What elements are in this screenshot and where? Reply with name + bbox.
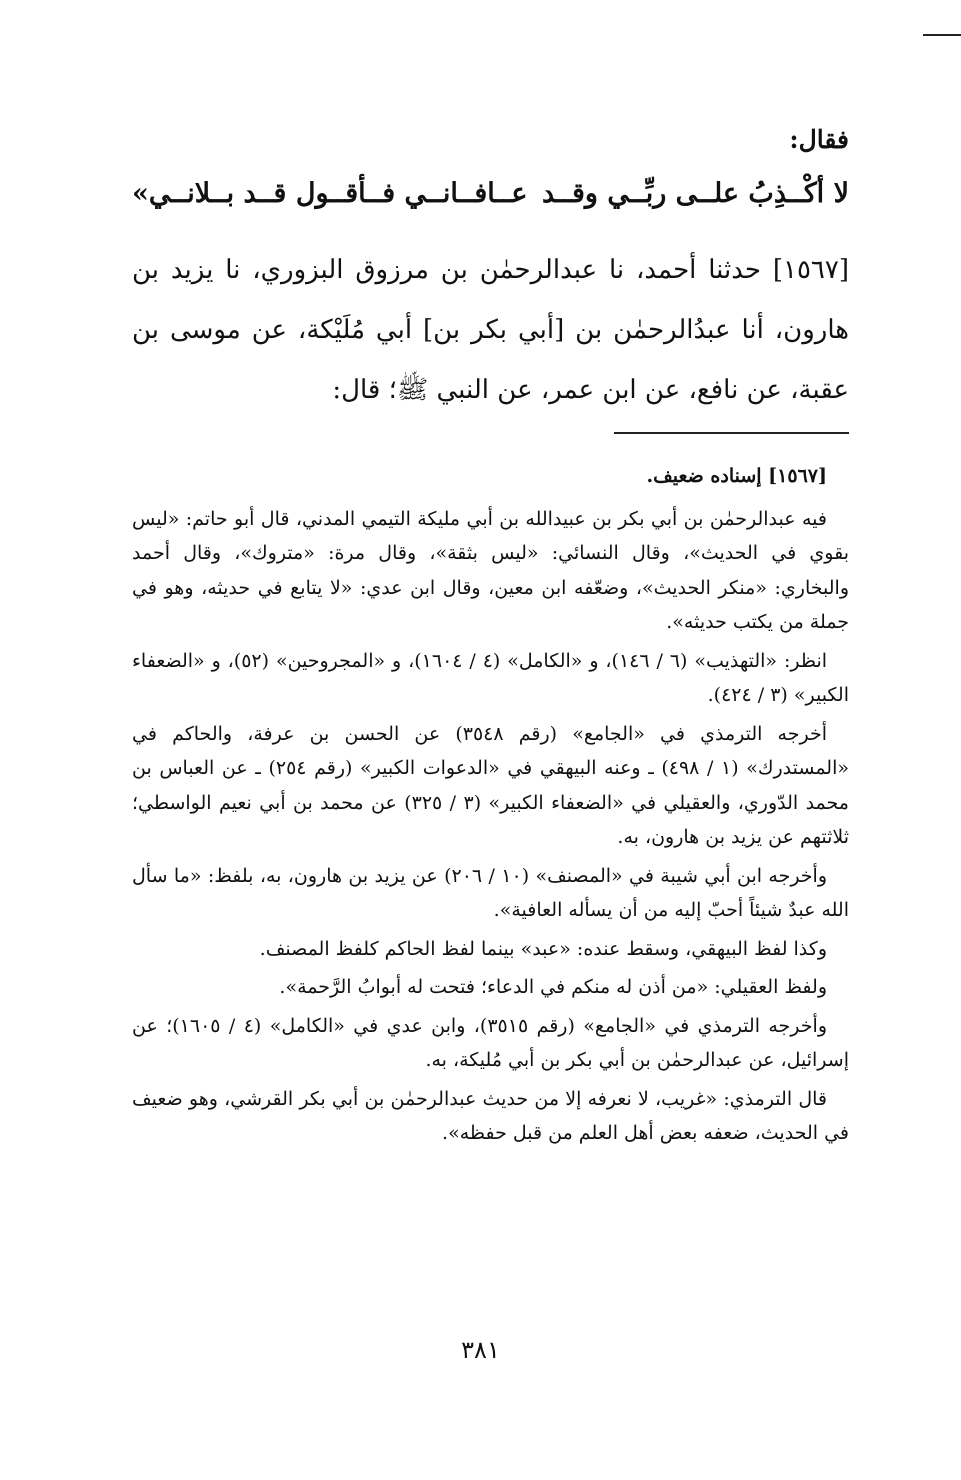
- footnote-paragraph: وأخرجه الترمذي في «الجامع» (رقم ٣٥١٥)، وابن عدي في «الكامل» (٤ / ١٦٠٥)؛ عن إسرائيل، عن عبدالرحمٰن بن أبي بكر بن أبي مُليكة، به.: [132, 1014, 849, 1071]
- footnote-heading: [١٥٦٧] إسناده ضعيف.: [646, 465, 827, 487]
- footnote-paragraph: وأخرجه ابن أبي شيبة في «المصنف» (١٠ / ٢٠٦) عن يزيد بن هارون، به، بلفظ: «ما سأل الله عبدٌ شيئاً أحبّ إليه من أن يسأله العافية».: [132, 864, 849, 921]
- poem-verse: [132, 178, 849, 209]
- footnote-paragraph: انظر: «التهذيب» (٦ / ١٤٦)، و «الكامل» (٤ / ١٦٠٤)، و «المجروحين» (٥٢)، و «الضعفاء الكبير» (٣ / ٤٢٤).: [132, 649, 849, 706]
- verse-second-hemistich: عــافــانــي فــأقــول قــد بــلانــي»: [132, 178, 528, 209]
- verse-first-hemistich: لا أكْــذِبُ علــى ربِّــي وقــد: [542, 178, 849, 209]
- footnote-paragraph: قال الترمذي: «غريب، لا نعرفه إلا من حديث عبدالرحمٰن بن أبي بكر القرشي، وهو ضعيف في الحديث، ضعفه بعض أهل العلم من قبل حفظه».: [132, 1087, 849, 1144]
- footnote-paragraph: أخرجه الترمذي في «الجامع» (رقم ٣٥٤٨) عن الحسن بن عرفة، والحاكم في «المستدرك» (١ / ٤٩٨) ـ وعنه البيهقي في «الدعوات الكبير» (رقم ٢٥٤) ـ عن العباس بن محمد الدّوري، والعقيلي في «الضعفاء الكبير» (٣ / ٣٢٥) عن محمد بن أبي نعيم الواسطي؛ ثلاثتهم عن يزيد بن هارون، به.: [132, 722, 850, 848]
- footnote-paragraph: فيه عبدالرحمٰن بن أبي بكر بن عبيدالله بن أبي مليكة التيمي المدني، قال أبو حاتم: «ليس بقوي في الحديث»، وقال النسائي: «ليس بثقة»، وقال مرة: «متروك»، وقال أحمد والبخاري: «منكر الحديث»، وضعّفه ابن معين، وقال ابن عدي: «لا يتابع في حديثه، وهو في جملة من يكتب حديثه».: [132, 507, 849, 633]
- footnotes: [132, 459, 849, 1155]
- footnote-separator: [614, 432, 849, 434]
- corner-rule: [923, 34, 961, 36]
- footnote-paragraph: وكذا لفظ البيهقي، وسقط عنده: «عبد» بينما لفظ الحاكم كلفظ المصنف.: [259, 937, 827, 960]
- page-number: ٣٨١: [461, 1336, 500, 1364]
- intro-text: فقال:: [789, 125, 849, 154]
- footnote-paragraph: ولفظ العقيلي: «من أذن له منكم في الدعاء؛ فتحت له أبوابُ الرَّحمة».: [279, 976, 827, 998]
- hadith-text: [١٥٦٧] حدثنا أحمد، نا عبدالرحمٰن بن مرزوق البزوري، نا يزيد بن هارون، أنا عبدُالرحمٰن بن [أبي بكر بن] أبي مُلَيْكة، عن موسى بن عقبة، عن نافع، عن ابن عمر، عن النبي ﷺ؛ قال:: [132, 255, 849, 405]
